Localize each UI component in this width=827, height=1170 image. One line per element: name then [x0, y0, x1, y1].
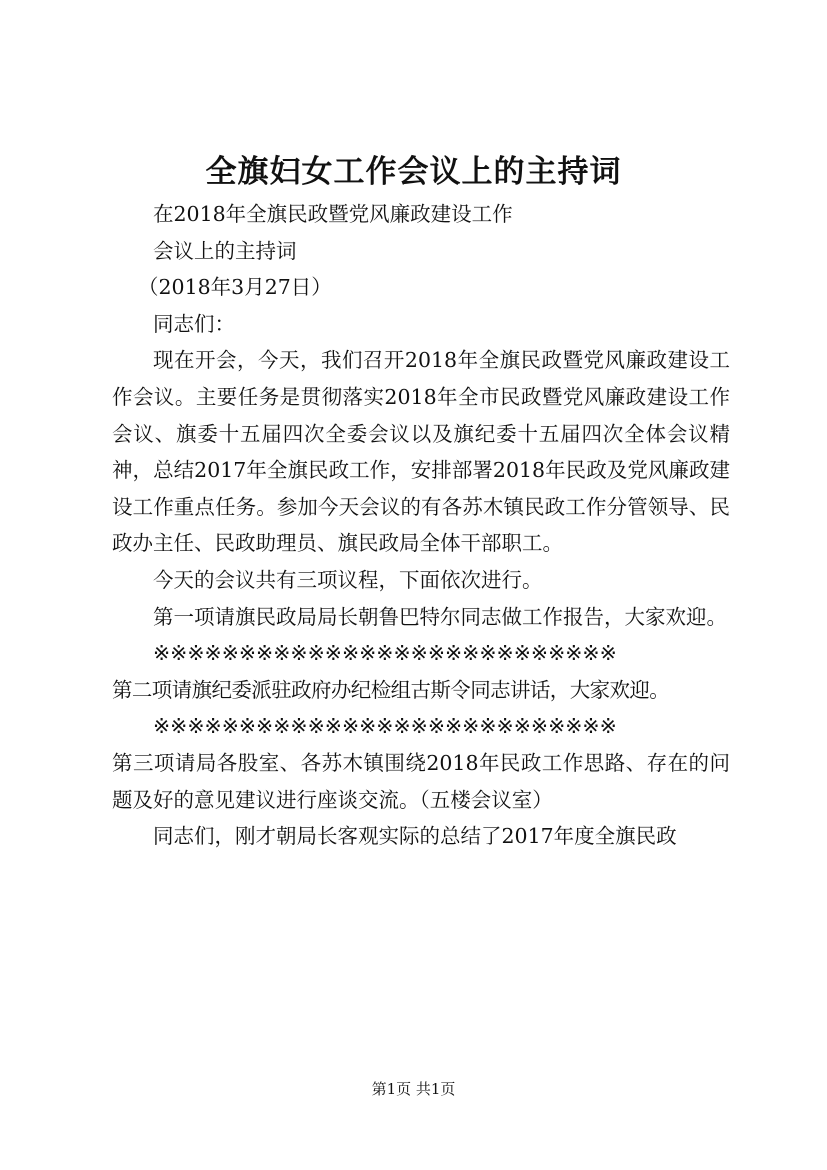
paragraph: 今天的会议共有三项议程，下面依次进行。 [153, 567, 543, 592]
document-body [112, 196, 730, 855]
paragraph: 第二项请旗纪委派驻政府办纪检组古斯令同志讲话，大家欢迎。 [112, 677, 670, 702]
paragraph: 第一项请旗民政局局长朝鲁巴特尔同志做工作报告，大家欢迎。 [153, 604, 727, 629]
document-title: 全旗妇女工作会议上的主持词 [205, 154, 622, 190]
paragraph: 现在开会，今天，我们召开2018年全旗民政暨党风廉政建设工作会议。主要任务是贯彻落实2018年全市民政暨党风廉政建设工作会议、旗委十五届四次全委会议以及旗纪委十五届四次全体会议精神，总结2017年全旗民政工作，安排部署2018年民政及党风廉政建设工作重点任务。参加今天会议的有各苏木镇民政工作分管领导、民政办主任、民政助理员、旗民政局全体干部职工。 [112, 348, 730, 556]
paragraph: 会议上的主持词 [153, 238, 297, 263]
separator-marks: ※※※※※※※※※※※※※※※※※※※※※※※※※※※ [153, 641, 617, 666]
paragraph: 在2018年全旗民政暨党风廉政建设工作 [153, 202, 513, 226]
paragraph: 同志们，刚才朝局长客观实际的总结了2017年度全旗民政 [153, 824, 677, 849]
salutation: 同志们： [153, 311, 235, 336]
separator-marks: ※※※※※※※※※※※※※※※※※※※※※※※※※※※ [153, 714, 617, 739]
paragraph: 第三项请局各股室、各苏木镇围绕2018年民政工作思路、存在的问题及好的意见建议进行座谈交流。（五楼会议室） [112, 750, 730, 812]
page-number: 第1页 共1页 [371, 1080, 456, 1098]
date-line: （2018年3月27日） [138, 275, 332, 300]
